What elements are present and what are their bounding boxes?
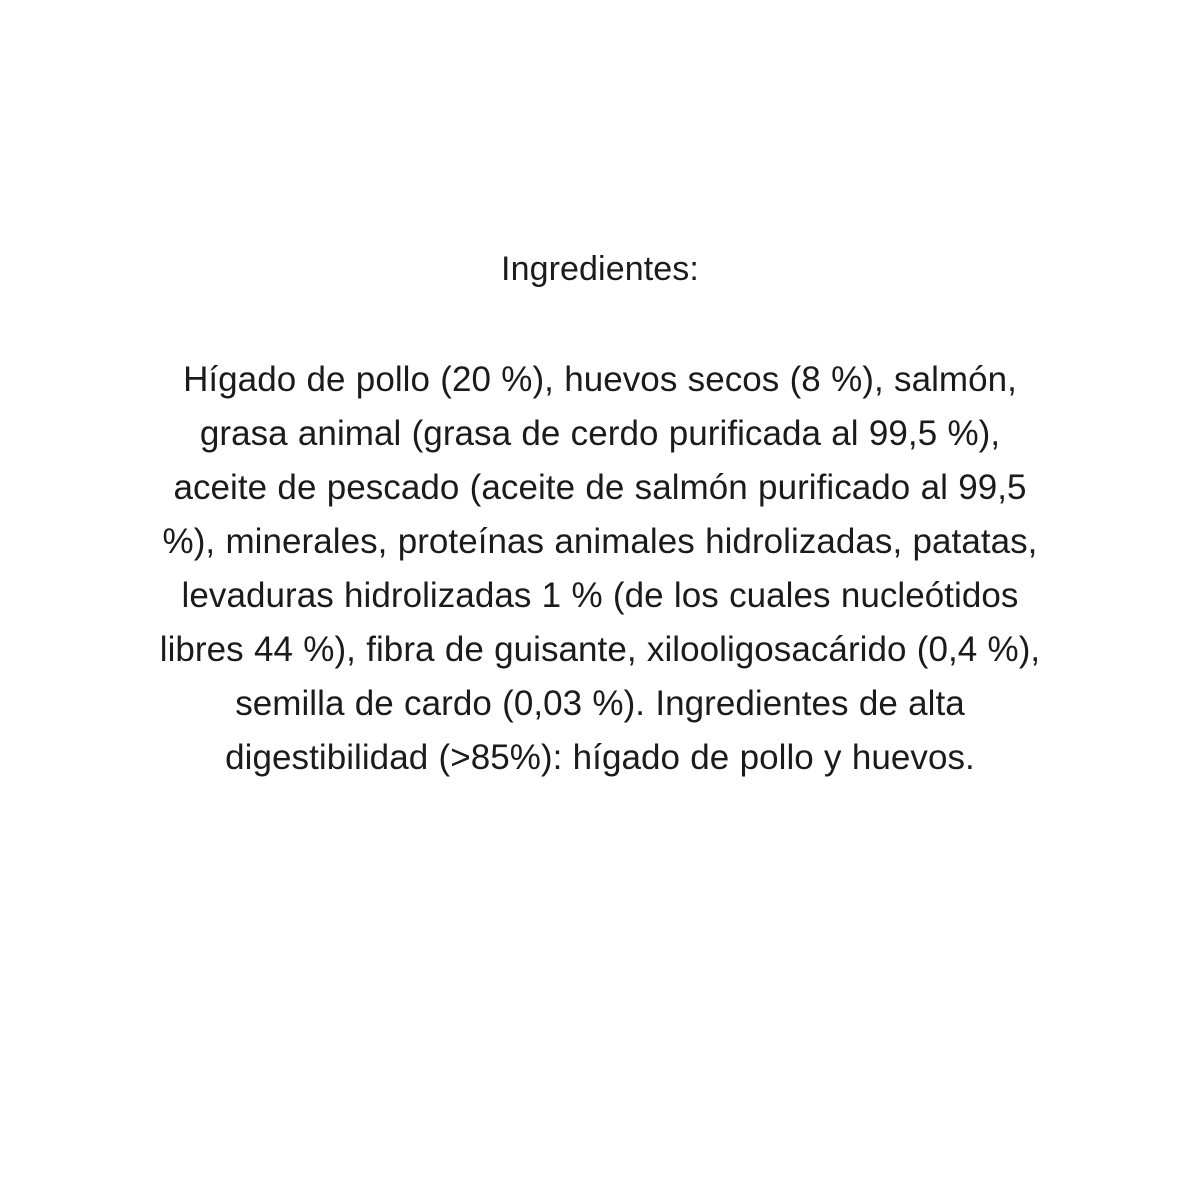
ingredients-heading: Ingredientes:: [501, 250, 699, 288]
ingredients-text: Hígado de pollo (20 %), huevos secos (8 %), salmón, grasa animal (grasa de cerdo purificada al 99,5 %), aceite de pescado (aceite de salmón purificado al 99,5 %), minerales, proteínas animales hidrolizadas, patatas, levaduras hidrolizadas 1 % (de los cuales nucleótidos libres 44 %), fibra de guisante, xilooligosacárido (0,4 %), semilla de cardo (0,03 %). Ingredientes de alta digestibilidad (>85%): hígado de pollo y huevos.: [159, 359, 1041, 777]
ingredients-block: [150, 248, 1050, 785]
